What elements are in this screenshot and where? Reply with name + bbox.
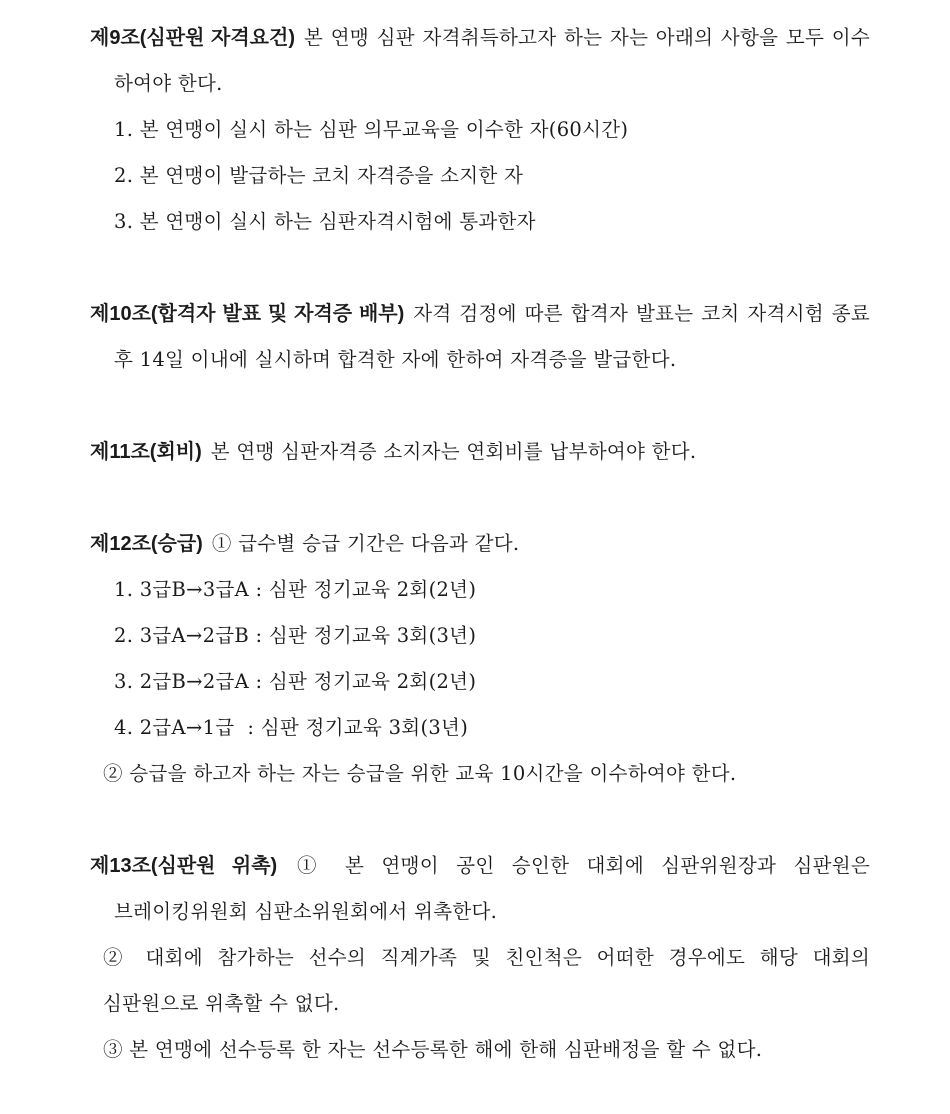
article-11-body-text: 본 연맹 심판자격증 소지자는 연회비를 납부하여야 한다.	[210, 440, 697, 463]
article-9-item-1: 1. 본 연맹이 실시 하는 심판 의무교육을 이수한 자(60시간)	[114, 118, 629, 141]
article-9-item-3: 3. 본 연맹이 실시 하는 심판자격시험에 통과한자	[114, 210, 536, 233]
article-12-heading: 제12조(승급)	[90, 533, 203, 555]
article-13-body-text: ① 본 연맹이 공인 승인한 대회에 심판위원장과 심판원은 브레이킹위원회 심판소위원회에서 위촉한다.	[114, 854, 870, 923]
article-12-item-4: 4. 2급A→1급 : 심판 정기교육 3회(3년)	[114, 716, 469, 739]
article-10-body-text: 자격 검정에 따른 합격자 발표는 코치 자격시험 종료 후 14일 이내에 실시하며 합격한 자에 한하여 자격증을 발급한다.	[114, 302, 871, 371]
article-11-paragraph	[90, 429, 870, 475]
article-9-item-list	[90, 107, 870, 245]
article-13-heading: 제13조(심판원 위촉)	[90, 855, 278, 877]
article-9	[90, 15, 870, 245]
article-13-paragraph	[90, 843, 870, 935]
article-12-item-2: 2. 3급A→2급B : 심판 정기교육 3회(3년)	[114, 624, 477, 647]
article-9-heading: 제9조(심판원 자격요건)	[90, 27, 295, 49]
article-10-paragraph	[90, 291, 870, 383]
article-9-paragraph	[90, 15, 870, 107]
article-10-heading: 제10조(합격자 발표 및 자격증 배부)	[90, 303, 405, 325]
article-12-item-list	[90, 567, 870, 751]
article-11-heading: 제11조(회비)	[90, 441, 202, 463]
article-12-body-text: ① 급수별 승급 기간은 다음과 같다.	[211, 532, 520, 555]
article-9-body-text: 본 연맹 심판 자격취득하고자 하는 자는 아래의 사항을 모두 이수 하여야 한다.	[114, 26, 870, 95]
article-13-clause-2: ② 대회에 참가하는 선수의 직계가족 및 친인척은 어떠한 경우에도 해당 대회의 심판원으로 위촉할 수 없다.	[103, 946, 870, 1015]
article-12-clause-2: ② 승급을 하고자 하는 자는 승급을 위한 교육 10시간을 이수하여야 한다.	[103, 762, 737, 785]
article-11	[90, 429, 870, 475]
article-13	[90, 843, 870, 1073]
article-12	[90, 521, 870, 797]
article-12-item-1: 1. 3급B→3급A : 심판 정기교육 2회(2년)	[114, 578, 477, 601]
article-12-paragraph	[90, 521, 870, 567]
article-13-clause-3: ③ 본 연맹에 선수등록 한 자는 선수등록한 해에 한해 심판배정을 할 수 없다.	[103, 1038, 763, 1061]
article-9-item-2: 2. 본 연맹이 발급하는 코치 자격증을 소지한 자	[114, 164, 524, 187]
article-10	[90, 291, 870, 383]
article-12-item-3: 3. 2급B→2급A : 심판 정기교육 2회(2년)	[114, 670, 477, 693]
